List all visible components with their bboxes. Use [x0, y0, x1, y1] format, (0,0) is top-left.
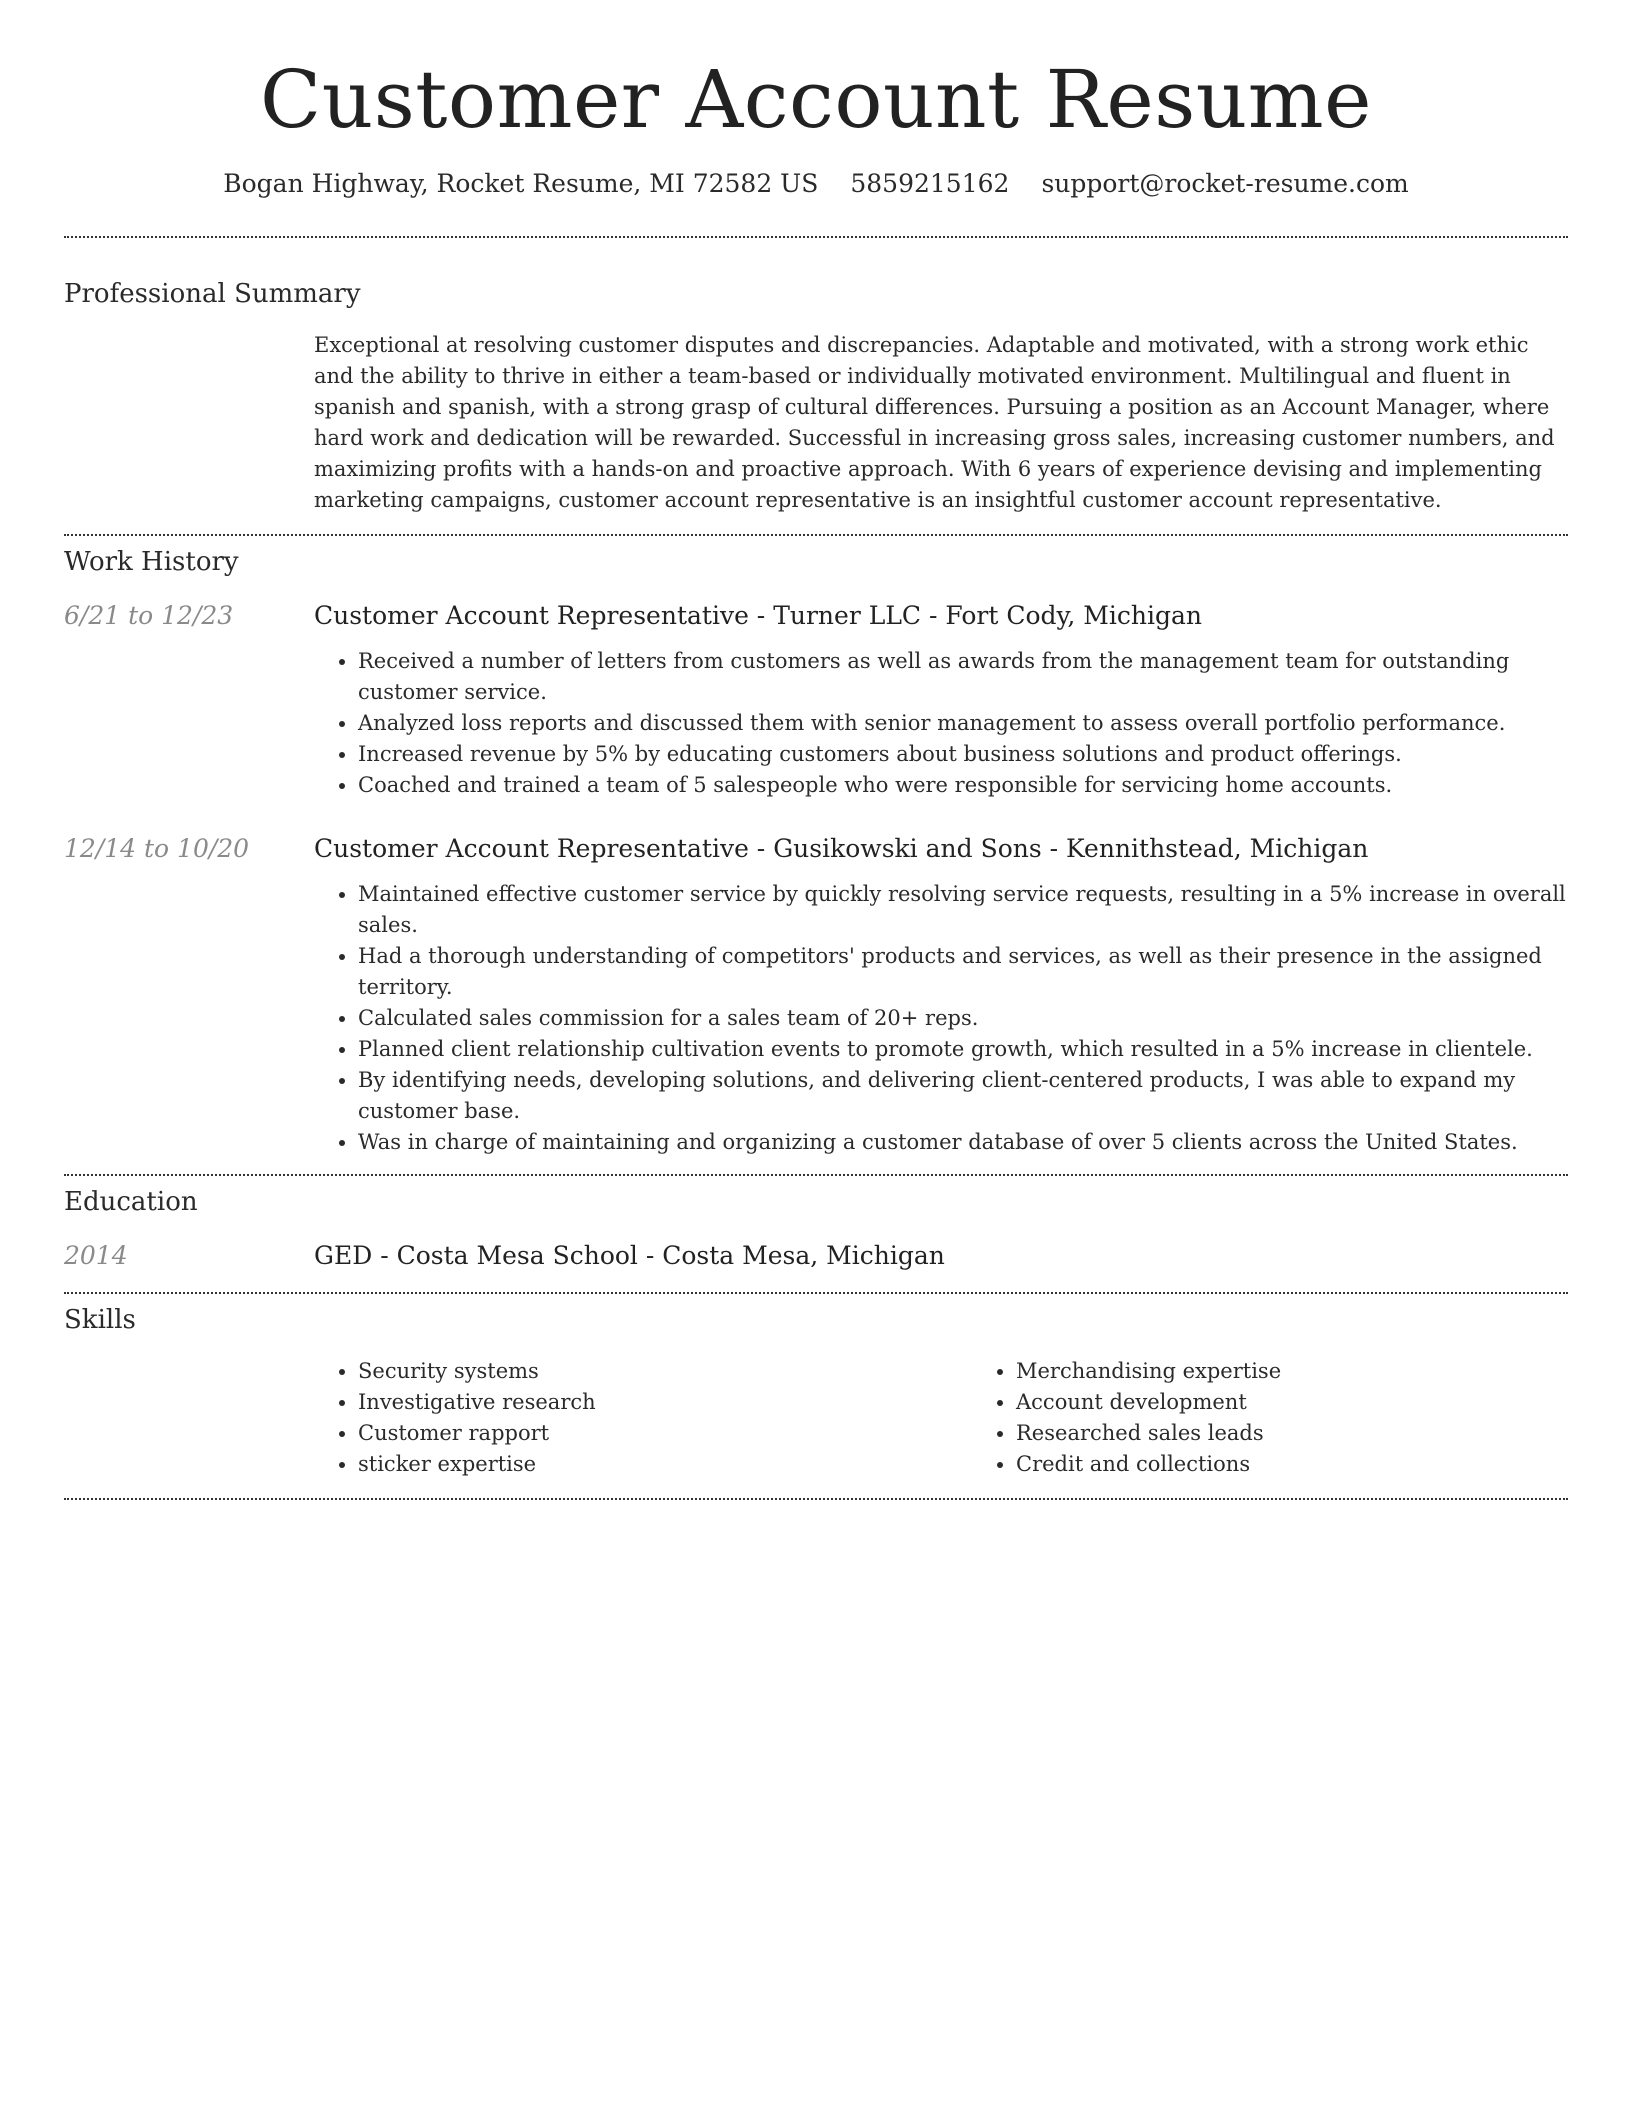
job-entry: [64, 600, 1568, 801]
resume-title: Customer Account Resume: [259, 53, 1372, 146]
skills-row: [64, 1356, 1568, 1480]
summary-section: [64, 278, 1568, 516]
skill-item: • Account development: [1016, 1387, 1630, 1418]
job-dates: 12/14 to 10/20: [64, 834, 250, 863]
skills-section: [64, 1304, 1568, 1480]
education-entry: [64, 1240, 1568, 1272]
summary-heading: Professional Summary: [64, 279, 361, 309]
section-divider: [64, 236, 1568, 238]
education-date: 2014: [64, 1241, 128, 1270]
contact-line: [64, 168, 1568, 200]
job-bullet: • Planned client relationship cultivation events to promote growth, which resulted in a 5% increase in clientele.: [358, 1034, 1568, 1065]
job-dates-col: [64, 600, 314, 801]
job-bullet: • By identifying needs, developing solutions, and delivering client-centered products, I was able to expand my customer base.: [358, 1065, 1568, 1127]
job-dates-col: [64, 833, 314, 1158]
job-bullet: • Received a number of letters from customers as well as awards from the management team for outstanding customer service.: [358, 646, 1568, 708]
skills-list-right: [972, 1356, 1630, 1480]
skills-spacer: [64, 1356, 314, 1480]
contact-phone: 5859215162: [850, 169, 1010, 198]
work-history-heading: Work History: [64, 547, 239, 577]
job-details: [314, 833, 1568, 1158]
job-entry: [64, 833, 1568, 1158]
education-date-col: [64, 1240, 314, 1272]
section-divider: [64, 534, 1568, 536]
job-bullet: • Increased revenue by 5% by educating customers about business solutions and product offerings.: [358, 739, 1568, 770]
skill-item: • sticker expertise: [358, 1449, 972, 1480]
skills-heading: Skills: [64, 1305, 136, 1335]
education-section: [64, 1186, 1568, 1272]
job-bullet: • Analyzed loss reports and discussed them with senior management to assess overall portfolio performance.: [358, 708, 1568, 739]
job-details: [314, 600, 1568, 801]
skill-item: • Investigative research: [358, 1387, 972, 1418]
education-title: GED - Costa Mesa School - Costa Mesa, Michigan: [314, 1241, 945, 1270]
section-divider: [64, 1498, 1568, 1500]
job-bullet: • Was in charge of maintaining and organizing a customer database of over 5 clients across the United States.: [358, 1127, 1568, 1158]
job-title: Customer Account Representative - Turner LLC - Fort Cody, Michigan: [314, 601, 1202, 630]
job-bullet: • Coached and trained a team of 5 salespeople who were responsible for servicing home accounts.: [358, 770, 1568, 801]
job-title: Customer Account Representative - Gusikowski and Sons - Kennithstead, Michigan: [314, 834, 1369, 863]
education-details: [314, 1240, 1568, 1272]
contact-address: Bogan Highway, Rocket Resume, MI 72582 US: [223, 169, 819, 198]
job-bullet: • Calculated sales commission for a sales team of 20+ reps.: [358, 1003, 1568, 1034]
skill-item: • Credit and collections: [1016, 1449, 1630, 1480]
summary-body: [314, 330, 1568, 516]
summary-spacer: [64, 330, 314, 516]
section-divider: [64, 1292, 1568, 1294]
job-bullets: [314, 646, 1568, 801]
skills-grid: [314, 1356, 1630, 1480]
skill-item: • Security systems: [358, 1356, 972, 1387]
summary-row: [64, 330, 1568, 516]
resume-page: [64, 0, 1568, 1500]
skill-item: • Customer rapport: [358, 1418, 972, 1449]
job-dates: 6/21 to 12/23: [64, 601, 234, 630]
summary-text: Exceptional at resolving customer disputes and discrepancies. Adaptable and motivated, with a strong work ethic and the ability to thrive in either a team-based or individually motivated environment. Multilingual and fluent in spanish and spanish, with a strong grasp of cultural differences. Pursuing a position as an Account Manager, where hard work and dedication will be rewarded. Successful in increasing gross sales, increasing customer numbers, and maximizing profits with a hands-on and proactive approach. With 6 years of experience devising and implementing marketing campaigns, customer account representative is an insightful customer account representative.: [314, 333, 1555, 512]
section-divider: [64, 1174, 1568, 1176]
job-bullets: [314, 879, 1568, 1158]
education-heading: Education: [64, 1187, 198, 1217]
job-bullet: • Had a thorough understanding of competitors' products and services, as well as their presence in the assigned territory.: [358, 941, 1568, 1003]
skill-item: • Merchandising expertise: [1016, 1356, 1630, 1387]
skill-item: • Researched sales leads: [1016, 1418, 1630, 1449]
job-bullet: • Maintained effective customer service by quickly resolving service requests, resulting in a 5% increase in overall sales.: [358, 879, 1568, 941]
contact-email: support@rocket-resume.com: [1041, 169, 1409, 198]
skills-list-left: [314, 1356, 972, 1480]
work-history-section: [64, 546, 1568, 1158]
